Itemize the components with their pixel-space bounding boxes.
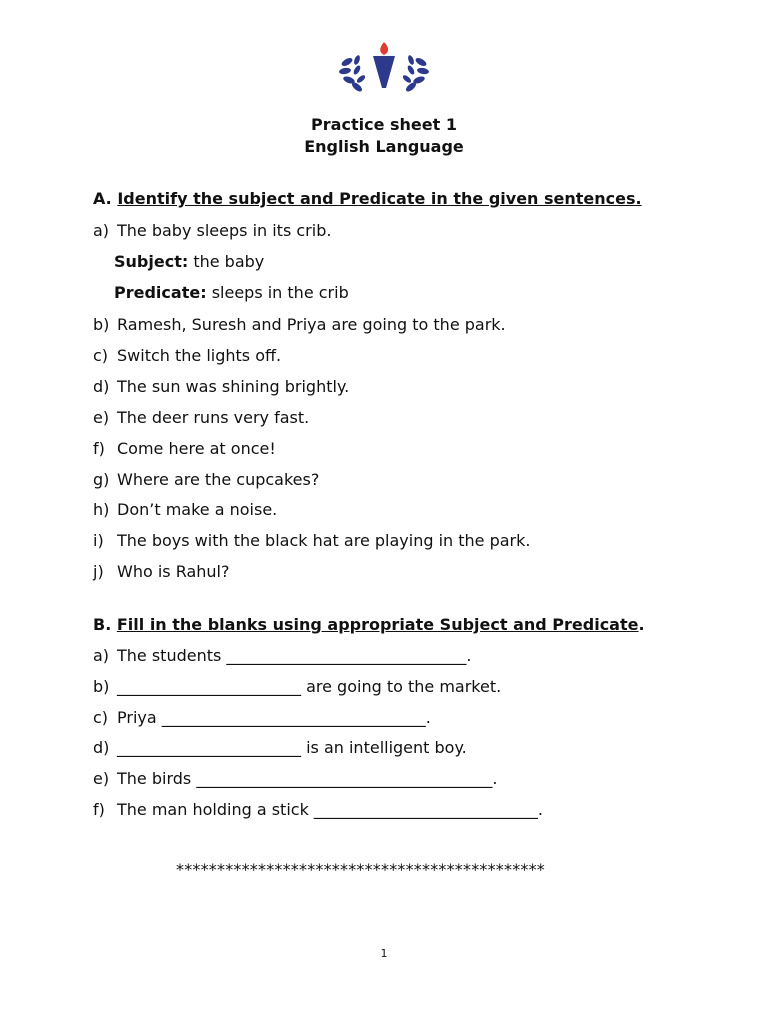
list-item — [93, 646, 472, 665]
item-label: f) — [93, 800, 105, 819]
section-a-heading — [93, 189, 642, 208]
item-text: Where are the cupcakes? — [117, 470, 320, 489]
item-text: The deer runs very fast. — [117, 408, 310, 427]
predicate-value: sleeps in the crib — [211, 283, 349, 302]
list-item — [93, 738, 467, 757]
item-label: a) — [93, 221, 110, 240]
predicate-label: Predicate: — [114, 283, 207, 302]
item-text: Who is Rahul? — [117, 562, 230, 581]
example-predicate — [114, 283, 349, 302]
document-subtitle: English Language — [304, 137, 464, 156]
list-item — [93, 346, 281, 365]
section-a-heading-text: Identify the subject and Predicate in the given sentences. — [117, 189, 642, 208]
item-text: _______________________ are going to the market. — [117, 677, 502, 696]
school-logo — [337, 40, 431, 96]
list-item — [93, 500, 277, 519]
list-item — [93, 221, 331, 240]
item-label: c) — [93, 346, 109, 365]
example-subject — [114, 252, 264, 271]
item-text: Come here at once! — [117, 439, 276, 458]
section-b-heading — [93, 615, 645, 634]
list-item — [93, 800, 543, 819]
list-item — [93, 377, 349, 396]
item-label: d) — [93, 377, 110, 396]
item-text: Priya _________________________________. — [117, 708, 431, 727]
section-b-heading-text: Fill in the blanks using appropriate Subject and Predicate — [116, 615, 639, 634]
item-label: d) — [93, 738, 110, 757]
item-label: g) — [93, 470, 110, 489]
section-a-letter: A. — [93, 189, 112, 208]
document-title: Practice sheet 1 — [311, 115, 457, 134]
list-item — [93, 562, 230, 581]
list-item — [93, 677, 501, 696]
item-label: b) — [93, 315, 110, 334]
section-b-letter: B. — [93, 615, 112, 634]
item-text: Ramesh, Suresh and Priya are going to the park. — [117, 315, 506, 334]
list-item — [93, 315, 506, 334]
item-text: The man holding a stick ____________________________. — [117, 800, 543, 819]
list-item — [93, 439, 276, 458]
item-text: _______________________ is an intelligent boy. — [117, 738, 467, 757]
item-text: The birds _____________________________________. — [117, 769, 498, 788]
list-item — [93, 769, 497, 788]
item-text: Switch the lights off. — [117, 346, 282, 365]
item-text: Don’t make a noise. — [117, 500, 278, 519]
list-item — [93, 531, 530, 550]
item-label: h) — [93, 500, 110, 519]
item-text: The sun was shining brightly. — [117, 377, 350, 396]
item-label: j) — [93, 562, 104, 581]
item-label: c) — [93, 708, 109, 727]
item-text: The boys with the black hat are playing in the park. — [117, 531, 531, 550]
list-item — [93, 408, 309, 427]
item-label: f) — [93, 439, 105, 458]
separator-stars: ********************************************* — [176, 860, 545, 879]
list-item — [93, 708, 431, 727]
item-label: e) — [93, 408, 110, 427]
item-label: i) — [93, 531, 104, 550]
item-label: a) — [93, 646, 110, 665]
item-text: The students ______________________________. — [117, 646, 472, 665]
item-text: The baby sleeps in its crib. — [117, 221, 332, 240]
page-number: 1 — [380, 947, 388, 960]
item-label: e) — [93, 769, 110, 788]
section-b-heading-period: . — [638, 615, 645, 634]
subject-label: Subject: — [114, 252, 189, 271]
item-label: b) — [93, 677, 110, 696]
subject-value: the baby — [193, 252, 265, 271]
list-item — [93, 470, 319, 489]
